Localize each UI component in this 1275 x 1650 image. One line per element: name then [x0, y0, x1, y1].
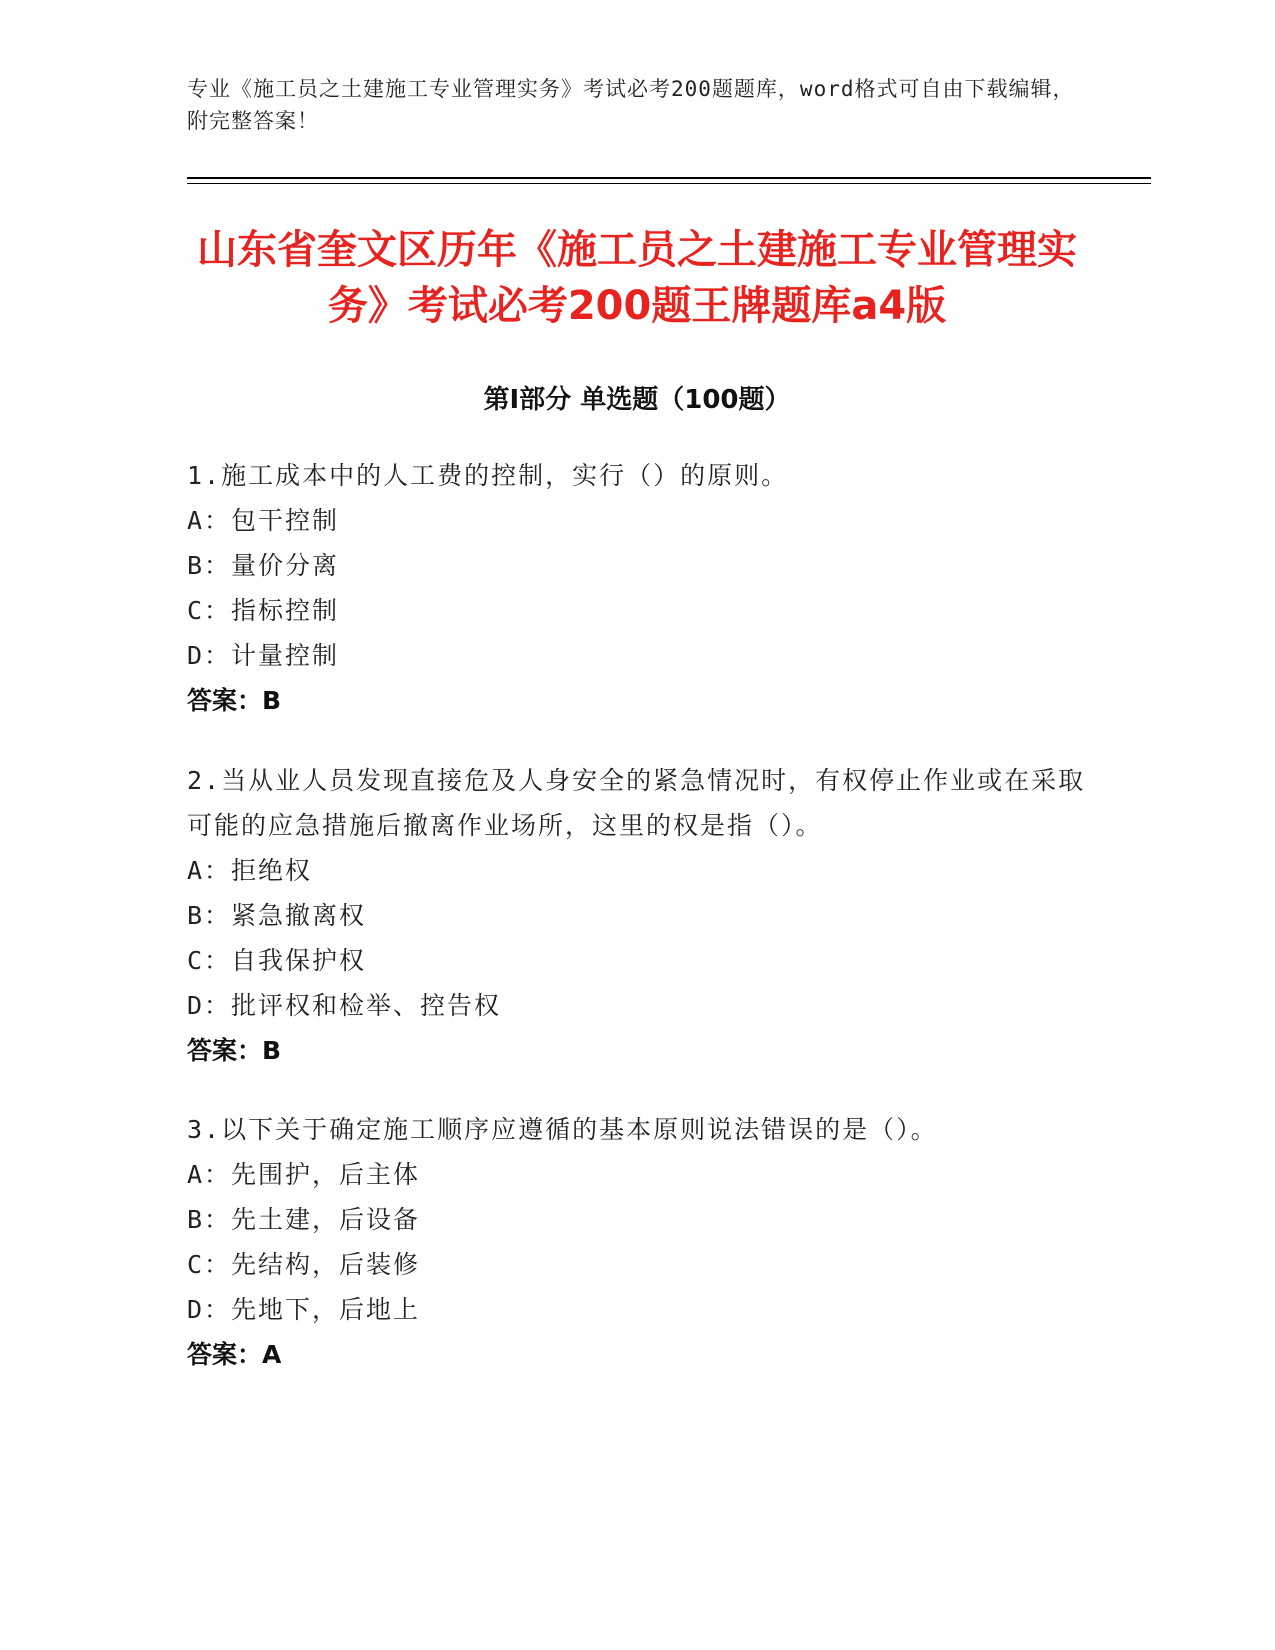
- option-b: B：紧急撤离权: [187, 901, 367, 930]
- answer: 答案：B: [187, 1036, 282, 1065]
- option-c: C：指标控制: [187, 596, 340, 625]
- header-note: 专业《施工员之土建施工专业管理实务》考试必考200题题库，word格式可自由下载编辑，附完整答案！: [187, 77, 1075, 133]
- question-text: 2.当从业人员发现直接危及人身安全的紧急情况时，有权停止作业或在采取可能的应急措施后撤离作业场所，这里的权是指（）。: [187, 766, 1086, 840]
- question-text: 1.施工成本中的人工费的控制，实行（）的原则。: [187, 461, 789, 490]
- section-title: 第I部分 单选题（100题）: [483, 385, 791, 415]
- option-d: D：先地下，后地上: [187, 1295, 421, 1324]
- option-b: B：先土建，后设备: [187, 1205, 421, 1234]
- option-b: B：量价分离: [187, 551, 340, 580]
- header-rule-thick: [187, 177, 1151, 179]
- option-c: C：自我保护权: [187, 946, 367, 975]
- option-c: C：先结构，后装修: [187, 1250, 421, 1279]
- question-1: [187, 453, 1087, 723]
- option-d: D：批评权和检举、控告权: [187, 991, 502, 1020]
- answer: 答案：B: [187, 686, 282, 715]
- option-d: D：计量控制: [187, 641, 340, 670]
- option-a: A：先围护，后主体: [187, 1160, 421, 1189]
- question-text: 3.以下关于确定施工顺序应遵循的基本原则说法错误的是（）。: [187, 1115, 938, 1144]
- option-a: A：包干控制: [187, 506, 340, 535]
- document-title: 山东省奎文区历年《施工员之土建施工专业管理实务》考试必考200题王牌题库a4版: [197, 227, 1077, 329]
- question-2: [187, 758, 1087, 1073]
- answer: 答案：A: [187, 1340, 282, 1369]
- header-rule-thin: [187, 183, 1151, 184]
- option-a: A：拒绝权: [187, 856, 313, 885]
- question-3: [187, 1107, 1087, 1377]
